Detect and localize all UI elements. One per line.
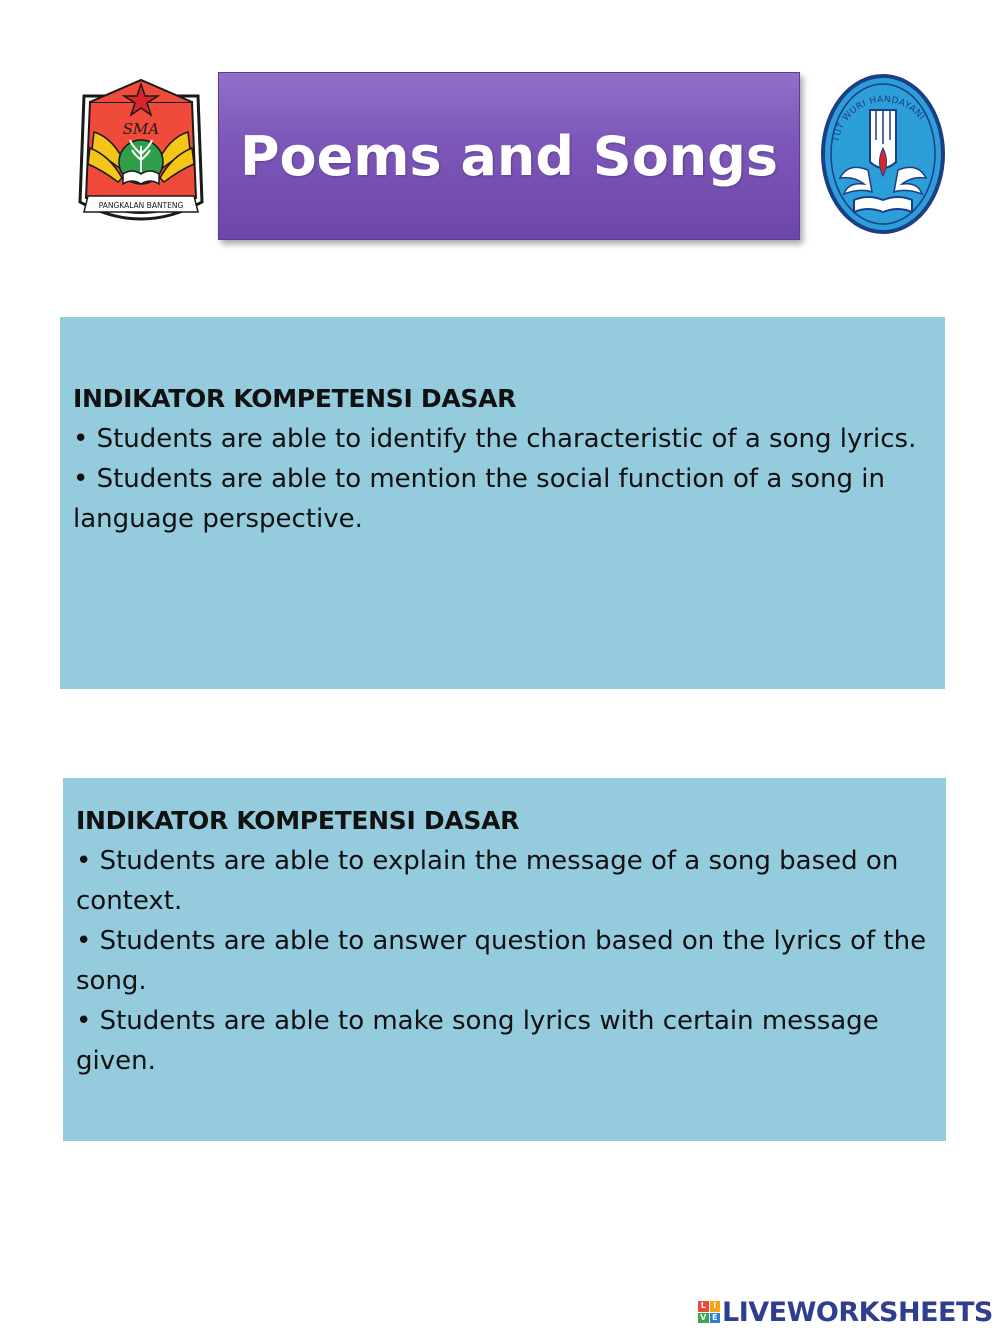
badge-letter: E	[710, 1313, 721, 1324]
box-heading: INDIKATOR KOMPETENSI DASAR	[73, 384, 517, 413]
list-item: • Students are able to make song lyrics with certain message given.	[76, 1006, 879, 1076]
brand-text: LIVEWORKSHEETS	[722, 1296, 993, 1328]
emblem-ribbon-text: PANGKALAN BANTENG	[98, 201, 184, 210]
list-item: • Students are able to answer question based on the lyrics of the song.	[76, 926, 927, 996]
tut-wuri-handayani-emblem-icon	[818, 70, 948, 236]
emblem-top-text: SMA	[122, 120, 160, 138]
ministry-emblem	[818, 70, 948, 236]
badge-letter: L	[698, 1301, 709, 1312]
list-item: • Students are able to identify the characteristic of a song lyrics.	[73, 424, 917, 454]
competency-box-1	[60, 317, 945, 689]
school-emblem	[74, 74, 208, 230]
list-item: • Students are able to mention the social function of a song in language perspective.	[73, 464, 885, 534]
liveworksheets-brand[interactable]	[698, 1296, 993, 1328]
competency-box-2	[63, 778, 946, 1141]
box-heading: INDIKATOR KOMPETENSI DASAR	[76, 806, 520, 835]
page-title: Poems and Songs	[239, 124, 779, 188]
badge-letter: I	[710, 1301, 721, 1312]
list-item: • Students are able to explain the message of a song based on context.	[76, 846, 899, 916]
badge-letter: V	[698, 1313, 709, 1324]
liveworksheets-logo-icon	[698, 1301, 720, 1323]
sma-school-emblem-icon	[74, 74, 208, 230]
emblem-arc-text: TUT WURI HANDAYANI	[831, 94, 927, 143]
title-banner	[218, 72, 800, 240]
